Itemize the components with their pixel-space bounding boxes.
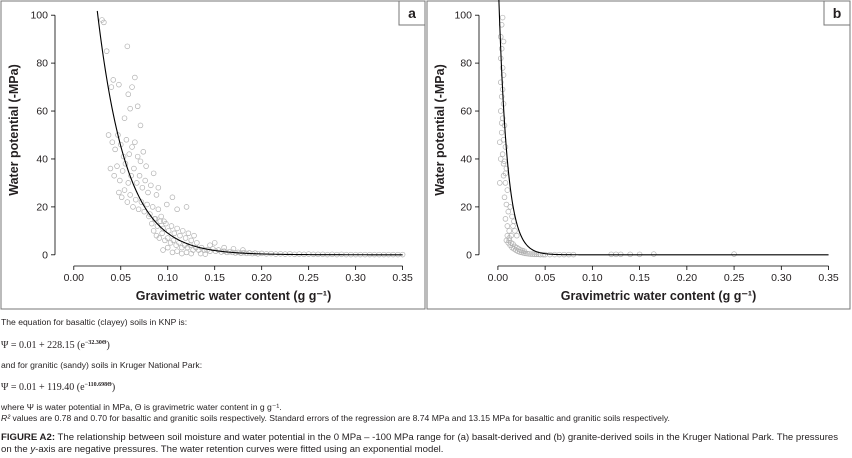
data-point <box>108 166 113 171</box>
data-point <box>130 145 135 150</box>
data-point <box>154 193 159 198</box>
data-point <box>159 214 164 219</box>
data-point <box>113 147 118 152</box>
data-point <box>127 152 132 157</box>
panel-label: a <box>408 5 416 21</box>
data-point <box>179 251 184 256</box>
data-point <box>125 200 130 205</box>
data-point <box>144 164 149 169</box>
data-point <box>150 204 155 209</box>
y-tick-label: 0 <box>466 249 472 262</box>
data-point <box>136 207 141 212</box>
data-point <box>124 137 129 142</box>
data-point <box>212 240 217 245</box>
x-tick-label: 0.10 <box>157 272 178 284</box>
data-point <box>184 204 189 209</box>
y-tick-label: 0 <box>42 249 48 262</box>
data-point <box>133 197 138 202</box>
data-point <box>156 185 161 190</box>
data-point <box>117 178 122 183</box>
data-point <box>116 190 121 195</box>
data-point <box>132 75 137 80</box>
x-tick-label: 0.30 <box>771 272 792 284</box>
equation-intro-granitic: and for granitic (sandy) soils in Kruger National Park: <box>1 360 203 370</box>
data-point <box>156 207 161 212</box>
x-tick-label: 0.10 <box>582 272 603 284</box>
data-point <box>501 39 506 44</box>
x-axis-label: Gravimetric water content (g g⁻¹) <box>560 289 757 303</box>
data-point <box>115 164 120 169</box>
data-point <box>146 190 151 195</box>
panel-a <box>1 1 425 309</box>
data-point <box>508 204 513 209</box>
data-point <box>505 188 510 193</box>
figure-caption: FIGURE A2: The relationship between soil moisture and water potential in the 0 MPa – -100 MPa range for (a) basalt-derived and (b) granite-derived soils in the Kruger National Park. The pressures on the y-axis are negative pressures. The water retention curves were fitted using an exponential model. <box>1 432 839 455</box>
data-point <box>507 228 512 233</box>
panel-b <box>427 0 850 309</box>
equation-intro-basaltic: The equation for basaltic (clayey) soils in KNP is: <box>1 317 188 327</box>
x-tick-label: 0.15 <box>204 272 225 284</box>
data-point <box>106 133 111 138</box>
data-point <box>500 15 505 20</box>
data-point <box>499 46 504 51</box>
data-point <box>134 181 139 186</box>
data-point <box>175 207 180 212</box>
data-point <box>513 228 518 233</box>
data-point <box>126 92 131 97</box>
data-point <box>208 243 213 248</box>
data-point <box>170 195 175 200</box>
data-point <box>175 226 180 231</box>
data-points <box>100 18 405 257</box>
y-tick-label: 100 <box>30 9 48 22</box>
x-tick-label: 0.20 <box>251 272 272 284</box>
data-point <box>506 209 511 214</box>
data-point <box>122 188 127 193</box>
data-point <box>112 173 117 178</box>
panel-frame <box>1 1 425 309</box>
data-point <box>135 104 140 109</box>
y-tick-label: 60 <box>460 105 472 118</box>
data-point <box>149 221 154 226</box>
data-point <box>287 251 292 256</box>
data-point <box>651 252 656 257</box>
data-point <box>160 231 165 236</box>
data-point <box>500 152 505 157</box>
data-point <box>732 252 737 257</box>
data-point <box>510 214 515 219</box>
y-tick-label: 20 <box>36 201 48 214</box>
data-point <box>497 140 502 145</box>
x-tick-label: 0.25 <box>723 272 745 284</box>
fitted-curve <box>499 0 829 255</box>
y-tick-label: 100 <box>454 9 472 22</box>
data-point <box>502 195 507 200</box>
equation-granitic: Ψ = 0.01 + 119.40 $(e^{-110.698\Theta})$ <box>1 382 116 393</box>
y-axis-label: Water potential (-MPa) <box>7 64 21 196</box>
data-point <box>111 77 116 82</box>
y-tick-label: 40 <box>460 153 472 166</box>
data-point <box>135 154 140 159</box>
data-point <box>184 250 189 255</box>
x-tick-label: 0.20 <box>676 272 698 284</box>
data-point <box>186 231 191 236</box>
data-point <box>498 109 503 114</box>
y-tick-label: 60 <box>36 105 48 118</box>
data-point <box>499 130 504 135</box>
x-tick-label: 0.35 <box>392 272 413 284</box>
data-point <box>110 140 115 145</box>
caption-label: FIGURE A2: <box>1 432 56 443</box>
data-point <box>141 149 146 154</box>
y-tick-label: 20 <box>460 201 472 214</box>
data-point <box>514 233 519 238</box>
data-point <box>116 82 121 87</box>
data-point <box>137 173 142 178</box>
data-point <box>130 85 135 90</box>
data-point <box>180 228 185 233</box>
x-tick-label: 0.05 <box>534 272 556 284</box>
data-point <box>138 159 143 164</box>
panel-frame <box>427 1 850 309</box>
data-point <box>119 195 124 200</box>
data-point <box>104 49 109 54</box>
y-tick-label: 40 <box>36 153 48 166</box>
y-tick-label: 80 <box>36 57 48 70</box>
x-tick-label: 0.30 <box>345 272 366 284</box>
data-point <box>132 140 137 145</box>
equation-basaltic: Ψ = 0.01 + 228.15 $(e^{-32.30\Theta})$ <box>1 340 110 351</box>
data-point <box>164 202 169 207</box>
data-point <box>161 248 166 253</box>
data-point <box>175 249 180 254</box>
data-point <box>169 224 174 229</box>
data-point <box>183 236 188 241</box>
data-point <box>170 250 175 255</box>
x-tick-label: 0.00 <box>63 272 85 284</box>
regression-stats: R² values are 0.78 and 0.70 for basaltic and granitic soils respectively. Standard errors of the regression are 8.74 MPa and 13.15 MPa for basaltic and granitic soils respectively. <box>1 413 670 423</box>
x-axis-label: Gravimetric water content (g g⁻¹) <box>135 289 332 303</box>
data-point <box>178 233 183 238</box>
data-point <box>497 181 502 186</box>
r-squared-symbol: R² <box>1 413 11 423</box>
x-tick-label: 0.05 <box>110 272 131 284</box>
data-point <box>503 216 508 221</box>
data-point <box>172 231 177 236</box>
data-point <box>151 171 156 176</box>
data-point <box>145 202 150 207</box>
data-point <box>511 224 516 229</box>
data-point <box>128 106 133 111</box>
data-point <box>132 166 137 171</box>
data-points <box>497 15 736 257</box>
x-tick-label: 0.25 <box>298 272 319 284</box>
data-point <box>194 240 199 245</box>
data-point <box>143 178 148 183</box>
data-point <box>165 245 170 250</box>
y-axis-label: Water potential (-MPa) <box>433 64 447 196</box>
data-point <box>503 181 508 186</box>
data-point <box>131 204 136 209</box>
x-tick-label: 0.15 <box>629 272 650 284</box>
x-tick-label: 0.35 <box>818 272 839 284</box>
data-point <box>192 233 197 238</box>
data-point <box>126 181 131 186</box>
data-point <box>120 169 125 174</box>
data-point <box>148 183 153 188</box>
data-point <box>498 157 503 162</box>
data-point <box>222 245 227 250</box>
data-point <box>503 145 508 150</box>
data-point <box>122 116 127 121</box>
data-point <box>125 44 130 49</box>
data-point <box>189 238 194 243</box>
data-point <box>128 193 133 198</box>
data-point <box>151 228 156 233</box>
y-tick-label: 80 <box>460 57 472 70</box>
panel-label: b <box>832 5 842 21</box>
data-point <box>140 185 145 190</box>
x-tick-label: 0.00 <box>487 272 509 284</box>
variable-definitions: where Ψ is water potential in MPa, Θ is gravimetric water content in g g⁻¹. <box>1 402 282 412</box>
data-point <box>505 224 510 229</box>
fitted-curve <box>97 11 402 255</box>
data-point <box>138 123 143 128</box>
data-point <box>109 85 114 90</box>
